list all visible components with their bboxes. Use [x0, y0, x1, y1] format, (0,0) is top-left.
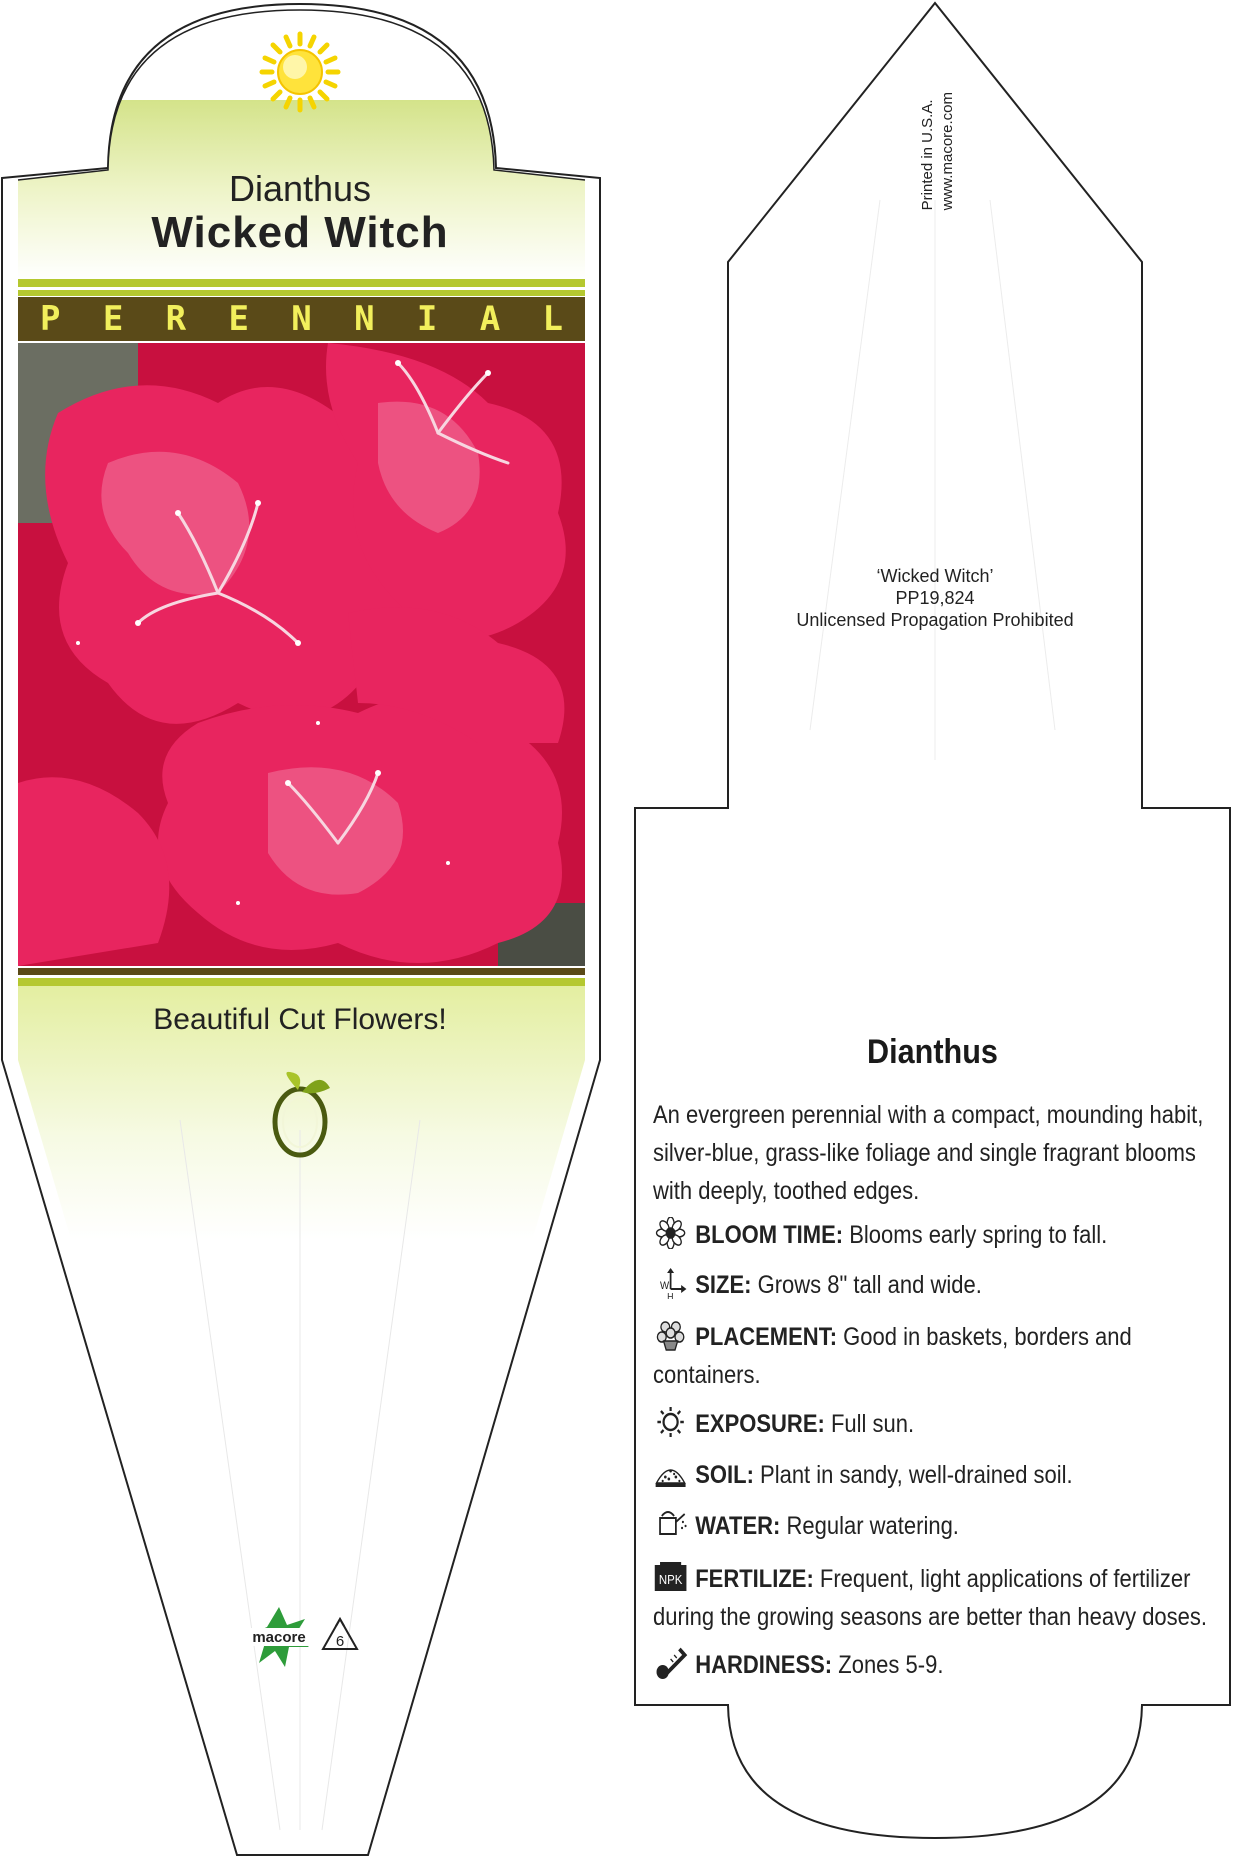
info-text: Good in baskets, borders and containers.: [653, 1323, 1132, 1389]
variety-name: Wicked Witch: [151, 208, 449, 257]
info-label: SIZE:: [695, 1271, 752, 1299]
imprint-line: Printed in U.S.A.: [919, 99, 936, 211]
perennial-letter: E: [228, 299, 249, 339]
macore-text: macore: [252, 1629, 306, 1646]
info-label: PLACEMENT:: [695, 1323, 838, 1351]
info-fertilize: [653, 1560, 1216, 1636]
info-soil: [653, 1456, 1216, 1494]
patent-variety: ‘Wicked Witch’: [876, 566, 994, 586]
macore-logo-icon: [244, 1605, 314, 1669]
info-text: Blooms early spring to fall.: [849, 1221, 1108, 1249]
sun-outline-icon: [653, 1406, 688, 1436]
size-w: W: [660, 1280, 670, 1293]
info-label: HARDINESS:: [695, 1651, 833, 1679]
info-text: Full sun.: [830, 1410, 915, 1438]
flower-photo: [18, 343, 585, 966]
perennial-letter: N: [354, 299, 375, 339]
perennial-band: [18, 297, 585, 341]
info-hardiness: [653, 1646, 1216, 1684]
tagline: Beautiful Cut Flowers!: [153, 1003, 447, 1036]
patent-info: [740, 565, 1130, 631]
back-heading: Dianthus: [867, 1033, 998, 1071]
size-icon: [653, 1267, 688, 1297]
info-text: Plant in sandy, well-drained soil.: [760, 1461, 1073, 1489]
plant-description: An evergreen perennial with a compact, mounding habit, silver-blue, grass-like foliage and single fragrant blooms with deeply, toothed edges.: [653, 1101, 1204, 1205]
info-text: Frequent, light applications of fertilizer during the growing seasons are better than heavy doses.: [653, 1565, 1208, 1631]
perennial-letter: P: [40, 299, 61, 339]
recycle-icon: [320, 1616, 360, 1656]
recycle-number: 6: [335, 1633, 345, 1650]
info-label: WATER:: [695, 1512, 781, 1540]
perennial-letter: L: [542, 299, 563, 339]
size-h: H: [667, 1290, 674, 1299]
info-size: [653, 1266, 1216, 1304]
info-text: Regular watering.: [786, 1512, 959, 1540]
perennial-letter: N: [291, 299, 312, 339]
flower-icon: [653, 1217, 688, 1247]
info-text: Grows 8" tall and wide.: [757, 1271, 982, 1299]
info-label: EXPOSURE:: [695, 1410, 825, 1438]
patent-number: PP19,824: [895, 588, 975, 608]
info-placement: [653, 1318, 1216, 1394]
npk-text: NPK: [658, 1572, 683, 1588]
perennial-letter: I: [416, 299, 438, 339]
perennial-letter: R: [165, 299, 187, 339]
patent-notice: Unlicensed Propagation Prohibited: [796, 610, 1074, 630]
soil-icon: [653, 1457, 688, 1487]
info-bloom-time: [653, 1216, 1216, 1254]
imprint-url: www.macore.com: [939, 92, 956, 211]
perennial-letter: A: [479, 299, 501, 339]
npk-icon: [653, 1561, 688, 1591]
thermometer-icon: [653, 1647, 688, 1677]
perennial-letter: E: [102, 299, 124, 339]
info-label: SOIL:: [695, 1461, 754, 1489]
placement-icon: [653, 1319, 688, 1349]
plant-name: Dianthus: [228, 168, 372, 209]
watering-can-icon: [653, 1508, 688, 1538]
imprint: [918, 92, 958, 210]
sun-icon: [262, 34, 338, 110]
info-water: [653, 1507, 1216, 1545]
info-exposure: [653, 1405, 1216, 1443]
info-text: Zones 5-9.: [838, 1651, 944, 1679]
info-label: BLOOM TIME:: [695, 1221, 844, 1249]
info-label: FERTILIZE:: [695, 1565, 814, 1593]
